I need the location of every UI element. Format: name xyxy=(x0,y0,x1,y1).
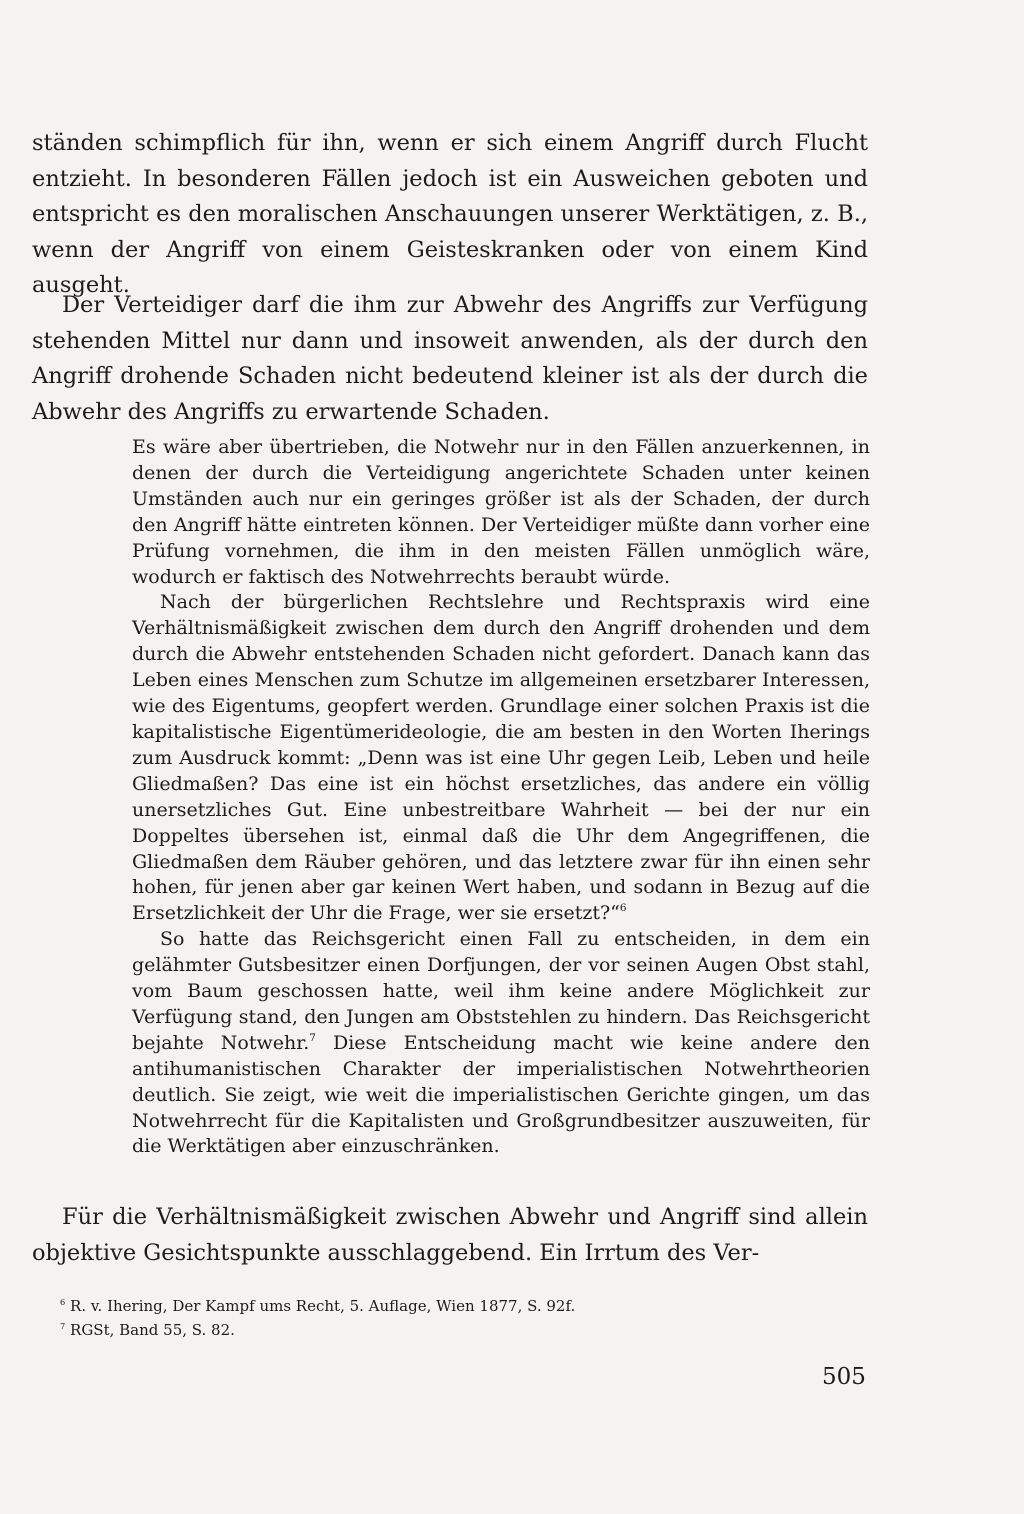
footnote-7 xyxy=(60,1318,235,1342)
footnote-7-number: 7 xyxy=(60,1320,66,1331)
body-paragraph-proportionality: Für die Verhältnismäßigkeit zwischen Abwehr und Angriff sind allein objektive Gesichtspunkte ausschlaggebend. Ein Irrtum des Ver- xyxy=(32,1204,868,1266)
small-paragraph-exaggeration: Es wäre aber übertrieben, die Notwehr nur in den Fällen anzuerkennen, in denen der durch die Verteidigung angerichtete Schaden unter keinen Umständen auch nur ein geringes größer ist als der Schaden, der durch den Angriff hätte eintreten können. Der Verteidiger müßte dann vorher eine Prüfung vornehmen, die ihm in den meisten Fällen unmöglich wäre, wodurch er faktisch des Notwehrrechts beraubt würde. xyxy=(132,436,870,588)
body-paragraph-defender: Der Verteidiger darf die ihm zur Abwehr des Angriffs zur Verfügung stehenden Mittel nur dann und insoweit anwenden, als der durch den Angriff drohende Schaden nicht bedeutend kleiner ist als der durch die Abwehr des Angriffs zu erwartende Schaden. xyxy=(32,292,868,425)
footnote-ref-7: 7 xyxy=(309,1032,316,1045)
body-paragraph-continued: ständen schimpflich für ihn, wenn er sich einem Angriff durch Flucht entzieht. In besonderen Fällen jedoch ist ein Ausweichen geboten und entspricht es den moralischen Anschauungen unserer Werktätigen, z. B., wenn der Angriff von einem Geisteskranken oder von einem Kind ausgeht. xyxy=(32,130,868,299)
footnote-ref-6: 6 xyxy=(619,902,627,915)
footnote-6-number: 6 xyxy=(60,1296,66,1307)
footnote-7-text: RGSt, Band 55, S. 82. xyxy=(70,1321,235,1339)
page-number: 505 xyxy=(822,1364,866,1390)
footnote-6-text: R. v. Ihering, Der Kampf ums Recht, 5. Auflage, Wien 1877, S. 92f. xyxy=(70,1297,576,1315)
small-print-section xyxy=(132,435,870,1160)
small-paragraph-reichsgericht: So hatte das Reichsgericht einen Fall zu entscheiden, in dem ein gelähmter Gutsbesitzer einen Dorfjungen, der vor seinen Augen Obst stahl, vom Baum geschossen hatte, weil ihm keine andere Möglichkeit zur Verfügung stand, den Jungen am Obststehlen zu hindern. Das Reichsgericht bejahte Notwehr.$^7$ Diese Entscheidung macht wie keine andere den antihumanistischen Charakter der imperialistischen Notwehrtheorien deutlich. Sie zeigt, wie weit die imperialistischen Gerichte gingen, um das Notwehrrecht für die Kapitalisten und Großgrundbesitzer auszuweiten, für die Werktätigen aber einzuschränken. xyxy=(132,928,871,1158)
footnote-6 xyxy=(60,1294,575,1318)
small-paragraph-bourgeois-doctrine: Nach der bürgerlichen Rechtslehre und Rechtspraxis wird eine Verhältnismäßigkeit zwischen dem durch den Angriff drohenden und dem durch die Abwehr entstehenden Schaden nicht gefordert. Danach kann das Leben eines Menschen zum Schutze im allgemeinen ersetzbarer Interessen, wie des Eigentums, geopfert werden. Grundlage einer solchen Praxis ist die kapitalistische Eigentümerideologie, die am besten in den Worten Iherings zum Ausdruck kommt: „Denn was ist eine Uhr gegen Leib, Leben und heile Gliedmaßen? Das eine ist ein höchst ersetzliches, das andere ein völlig unersetzliches Gut. Eine unbestreitbare Wahrheit — bei der nur ein Doppeltes übersehen ist, einmal daß die Uhr dem Angegriffenen, die Gliedmaßen dem Räuber gehören, und das letztere zwar für ihn einen sehr hohen, für jenen aber gar keinen Wert haben, und sodann in Bezug auf die Ersetzlichkeit der Uhr die Frage, wer sie ersetzt?“$^6$ xyxy=(132,591,870,925)
